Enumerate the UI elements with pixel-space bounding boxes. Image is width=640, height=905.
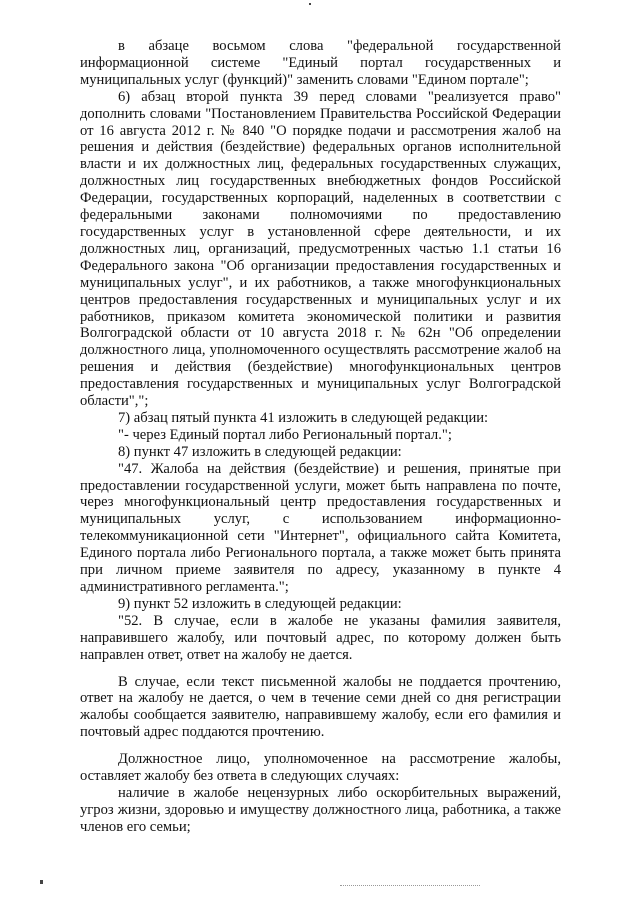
scan-speck-top [309, 3, 311, 5]
paragraph-item-52-text: "52. В случае, если в жалобе не указаны фамилия заявителя, направившего жалобу, или почтовый адрес, по которому должен быть направлен ответ, ответ на жалобу не дается. [80, 612, 561, 663]
paragraph-unreadable-complaint: В случае, если текст письменной жалобы не поддается прочтению, ответ на жалобу не дается, о чем в течение семи дней со дня регистрации жалобы сообщается заявителю, направившему жалобу, если его фамилия и почтовый адрес поддаются прочтению. [80, 673, 561, 741]
scan-speck-bottom-left [40, 880, 43, 884]
paragraph-item-6: 6) абзац второй пункта 39 перед словами "реализуется право" дополнить словами "Постановлением Правительства Российской Федерации от 16 августа 2012 г. № 840 "О порядке подачи и рассмотрения жалоб на решения и действия (бездействие) федеральных органов исполнительной власти и их должностных лиц, федеральных государственных служащих, должностных лиц государственных внебюджетных фондов Российской Федерации, государственных корпораций, наделенных в соответствии с федеральными законами полномочиями по предоставлению государственных услуг в установленной сфере деятельности, и их должностных лиц, организаций, предусмотренных частью 1.1 статьи 16 Федерального закона "Об организации предоставления государственных и муниципальных услуг", и их работников, а также многофункциональных центров предоставления государственных и муниципальных услуг и их работников, приказом комитета экономической политики и развития Волгоградской области от 10 августа 2018 г. № 62н "Об определении должностного лица, уполномоченного осуществлять рассмотрение жалоб на решения и действия (бездействие) многофункциональных центров предоставления государственных и муниципальных услуг Волгоградской области","; [80, 88, 561, 410]
paragraph-item-8: 8) пункт 47 изложить в следующей редакции: [118, 443, 402, 460]
paragraph-item-9: 9) пункт 52 изложить в следующей редакции: [118, 595, 402, 612]
document-page [80, 38, 561, 836]
paragraph-obscene-expressions: наличие в жалобе нецензурных либо оскорбительных выражений, угроз жизни, здоровью и имуществу должностного лица, работника, а также членов его семьи; [80, 784, 561, 835]
paragraph-abzac-vosmom: в абзаце восьмом слова "федеральной государственной информационной системе "Единый портал государственных и муниципальных услуг (функций)" заменить словами "Едином портале"; [80, 38, 561, 88]
paragraph-official-leaves-unanswered: Должностное лицо, уполномоченное на рассмотрение жалобы, оставляет жалобу без ответа в следующих случаях: [80, 751, 561, 785]
scan-footer-line [340, 885, 480, 886]
paragraph-item-7: 7) абзац пятый пункта 41 изложить в следующей редакции: [118, 409, 489, 426]
paragraph-item-47-text: "47. Жалоба на действия (бездействие) и решения, принятые при предоставлении государственной услуги, может быть направлена по почте, через многофункциональный центр предоставления государственных и муниципальных услуг, с использованием информационно-телекоммуникационной сети "Интернет", официального сайта Комитета, Единого портала либо Регионального портала, а также может быть принята при личном приеме заявителя по адресу, указанному в пункте 4 административного регламента."; [80, 460, 561, 595]
paragraph-item-7-text: "- через Единый портал либо Региональный портал."; [118, 426, 452, 443]
